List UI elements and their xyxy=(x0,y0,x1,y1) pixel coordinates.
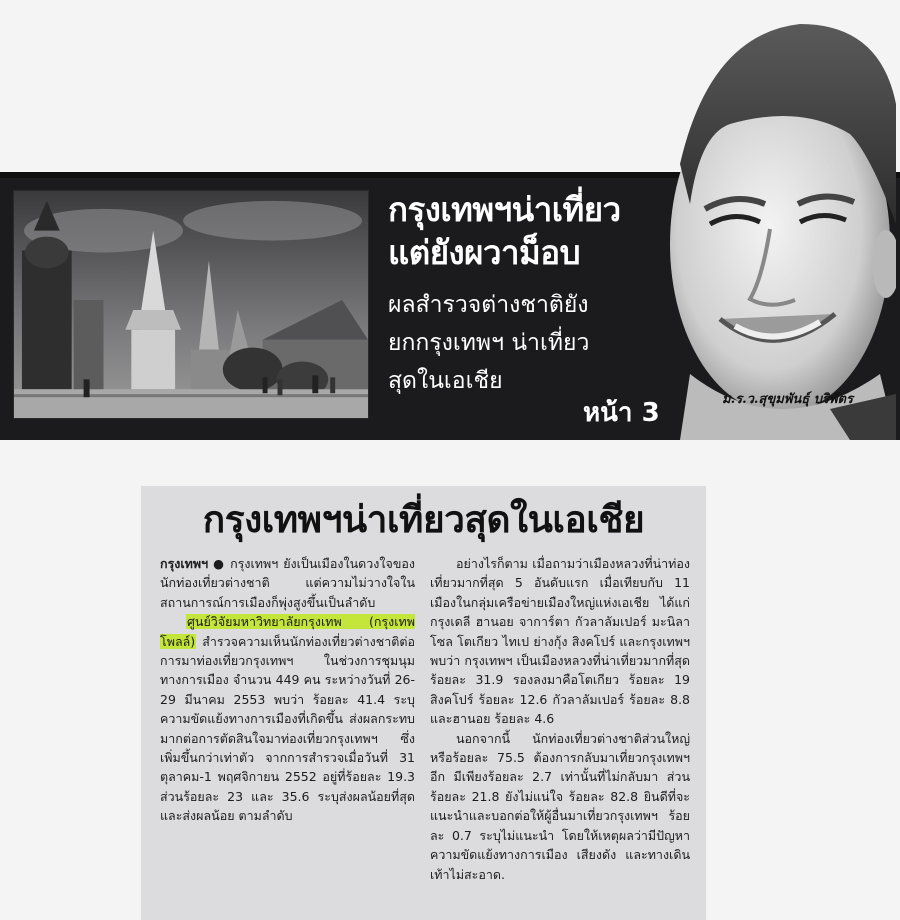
article-paragraph-1-text: กรุงเทพฯ ยังเป็นเมืองในดวงใจของนักท่องเที่ยวต่างชาติ แต่ความไม่วางใจในสถานการณ์การเมืองก็พุ่งสูงขึ้นเป็นลำดับ xyxy=(160,556,415,610)
article-paragraph-4: นอกจากนี้ นักท่องเที่ยวต่างชาติส่วนใหญ่ หรือร้อยละ 75.5 ต้องการกลับมาเที่ยวกรุงเทพฯ อีก มีเพียงร้อยละ 2.7 เท่านั้นที่ไม่กลับมา ส่วนร้อยละ 21.8 ยังไม่แน่ใจ ร้อยละ 82.8 ยินดีที่จะแนะนำและบอกต่อให้ผู้อื่นมาเที่ยวกรุงเทพฯ ร้อยละ 0.7 ระบุไม่แนะนำ โดยให้เหตุผลว่ามีปัญหาความขัดแย้งทางการเมือง เสียงดัง และทางเดินเท้าไม่สะอาด. xyxy=(430,730,690,882)
banner-subhead-line-3: สุดในเอเชีย xyxy=(388,368,503,394)
article-paragraph-1 xyxy=(160,554,415,612)
article-title: กรุงเทพฯน่าเที่ยวสุดในเอเชีย xyxy=(202,498,645,541)
banner-subhead-line-2: ยกกรุงเทพฯ น่าเที่ยว xyxy=(388,330,590,356)
banner-subhead-line-1: ผลสำรวจต่างชาติยัง xyxy=(388,292,589,318)
temple-photo xyxy=(13,190,369,419)
article-column-right xyxy=(430,554,690,884)
article-paragraph-3: อย่างไรก็ตาม เมื่อถามว่าเมืองหลวงที่น่าท่องเที่ยวมากที่สุด 5 อันดับแรก เมื่อเทียบกับ 11 เมืองในกลุ่มเครือข่ายเมืองใหญ่แห่งเอเชีย ได้แก่ กรุงเดลี ฮานอย จาการ์ตา กัวลาลัมเปอร์ มะนิลา โซล โตเกียว ไทเป ย่างกุ้ง สิงคโปร์ และกรุงเทพฯ พบว่า กรุงเทพฯ เป็นเมืองหลวงที่น่าเที่ยวมากที่สุด ร้อยละ 31.9 รองลงมาคือโตเกียว ร้อยละ 19 สิงคโปร์ ร้อยละ 12.6 กัวลาลัมเปอร์ ร้อยละ 8.8 และฮานอย ร้อยละ 4.6 xyxy=(430,556,690,727)
black-circle-icon: ● xyxy=(213,556,226,571)
portrait-caption: ม.ร.ว.สุขุมพันธุ์ บริพัตร xyxy=(722,392,853,407)
article-paragraph-2 xyxy=(160,612,415,825)
article-paragraph-2-text: สำรวจความเห็นนักท่องเที่ยวต่างชาติต่อการมาท่องเที่ยวกรุงเทพฯ ในช่วงการชุมนุมทางการเมือง จำนวน 449 คน ระหว่างวันที่ 26-29 มีนาคม 2553 พบว่า ร้อยละ 41.4 ระบุความขัดแย้งทางการเมืองที่เกิดขึ้น ส่งผลกระทบมากต่อการตัดสินใจมาท่องเที่ยวกรุงเทพฯ ซึ่งเพิ่มขึ้นกว่าเท่าตัว จากการสำรวจเมื่อวันที่ 31 ตุลาคม-1 พฤศจิกายน 2552 อยู่ที่ร้อยละ 19.3 ส่วนร้อยละ 23 และ 35.6 ระบุส่งผลน้อยที่สุด และส่งผลน้อย ตามลำดับ xyxy=(160,633,415,824)
page-reference: หน้า 3 xyxy=(583,398,660,428)
portrait-photo xyxy=(650,14,896,440)
banner-headline-line-1: กรุงเทพฯน่าเที่ยว xyxy=(388,190,621,229)
article-dateline: กรุงเทพฯ xyxy=(160,556,209,571)
banner-headline-line-2: แต่ยังผวาม็อบ xyxy=(388,233,581,272)
highlighted-source-name: ศูนย์วิจัยมหาวิทยาลัยกรุงเทพ (กรุงเทพโพลล์) xyxy=(160,614,415,649)
article-column-left xyxy=(160,554,415,826)
